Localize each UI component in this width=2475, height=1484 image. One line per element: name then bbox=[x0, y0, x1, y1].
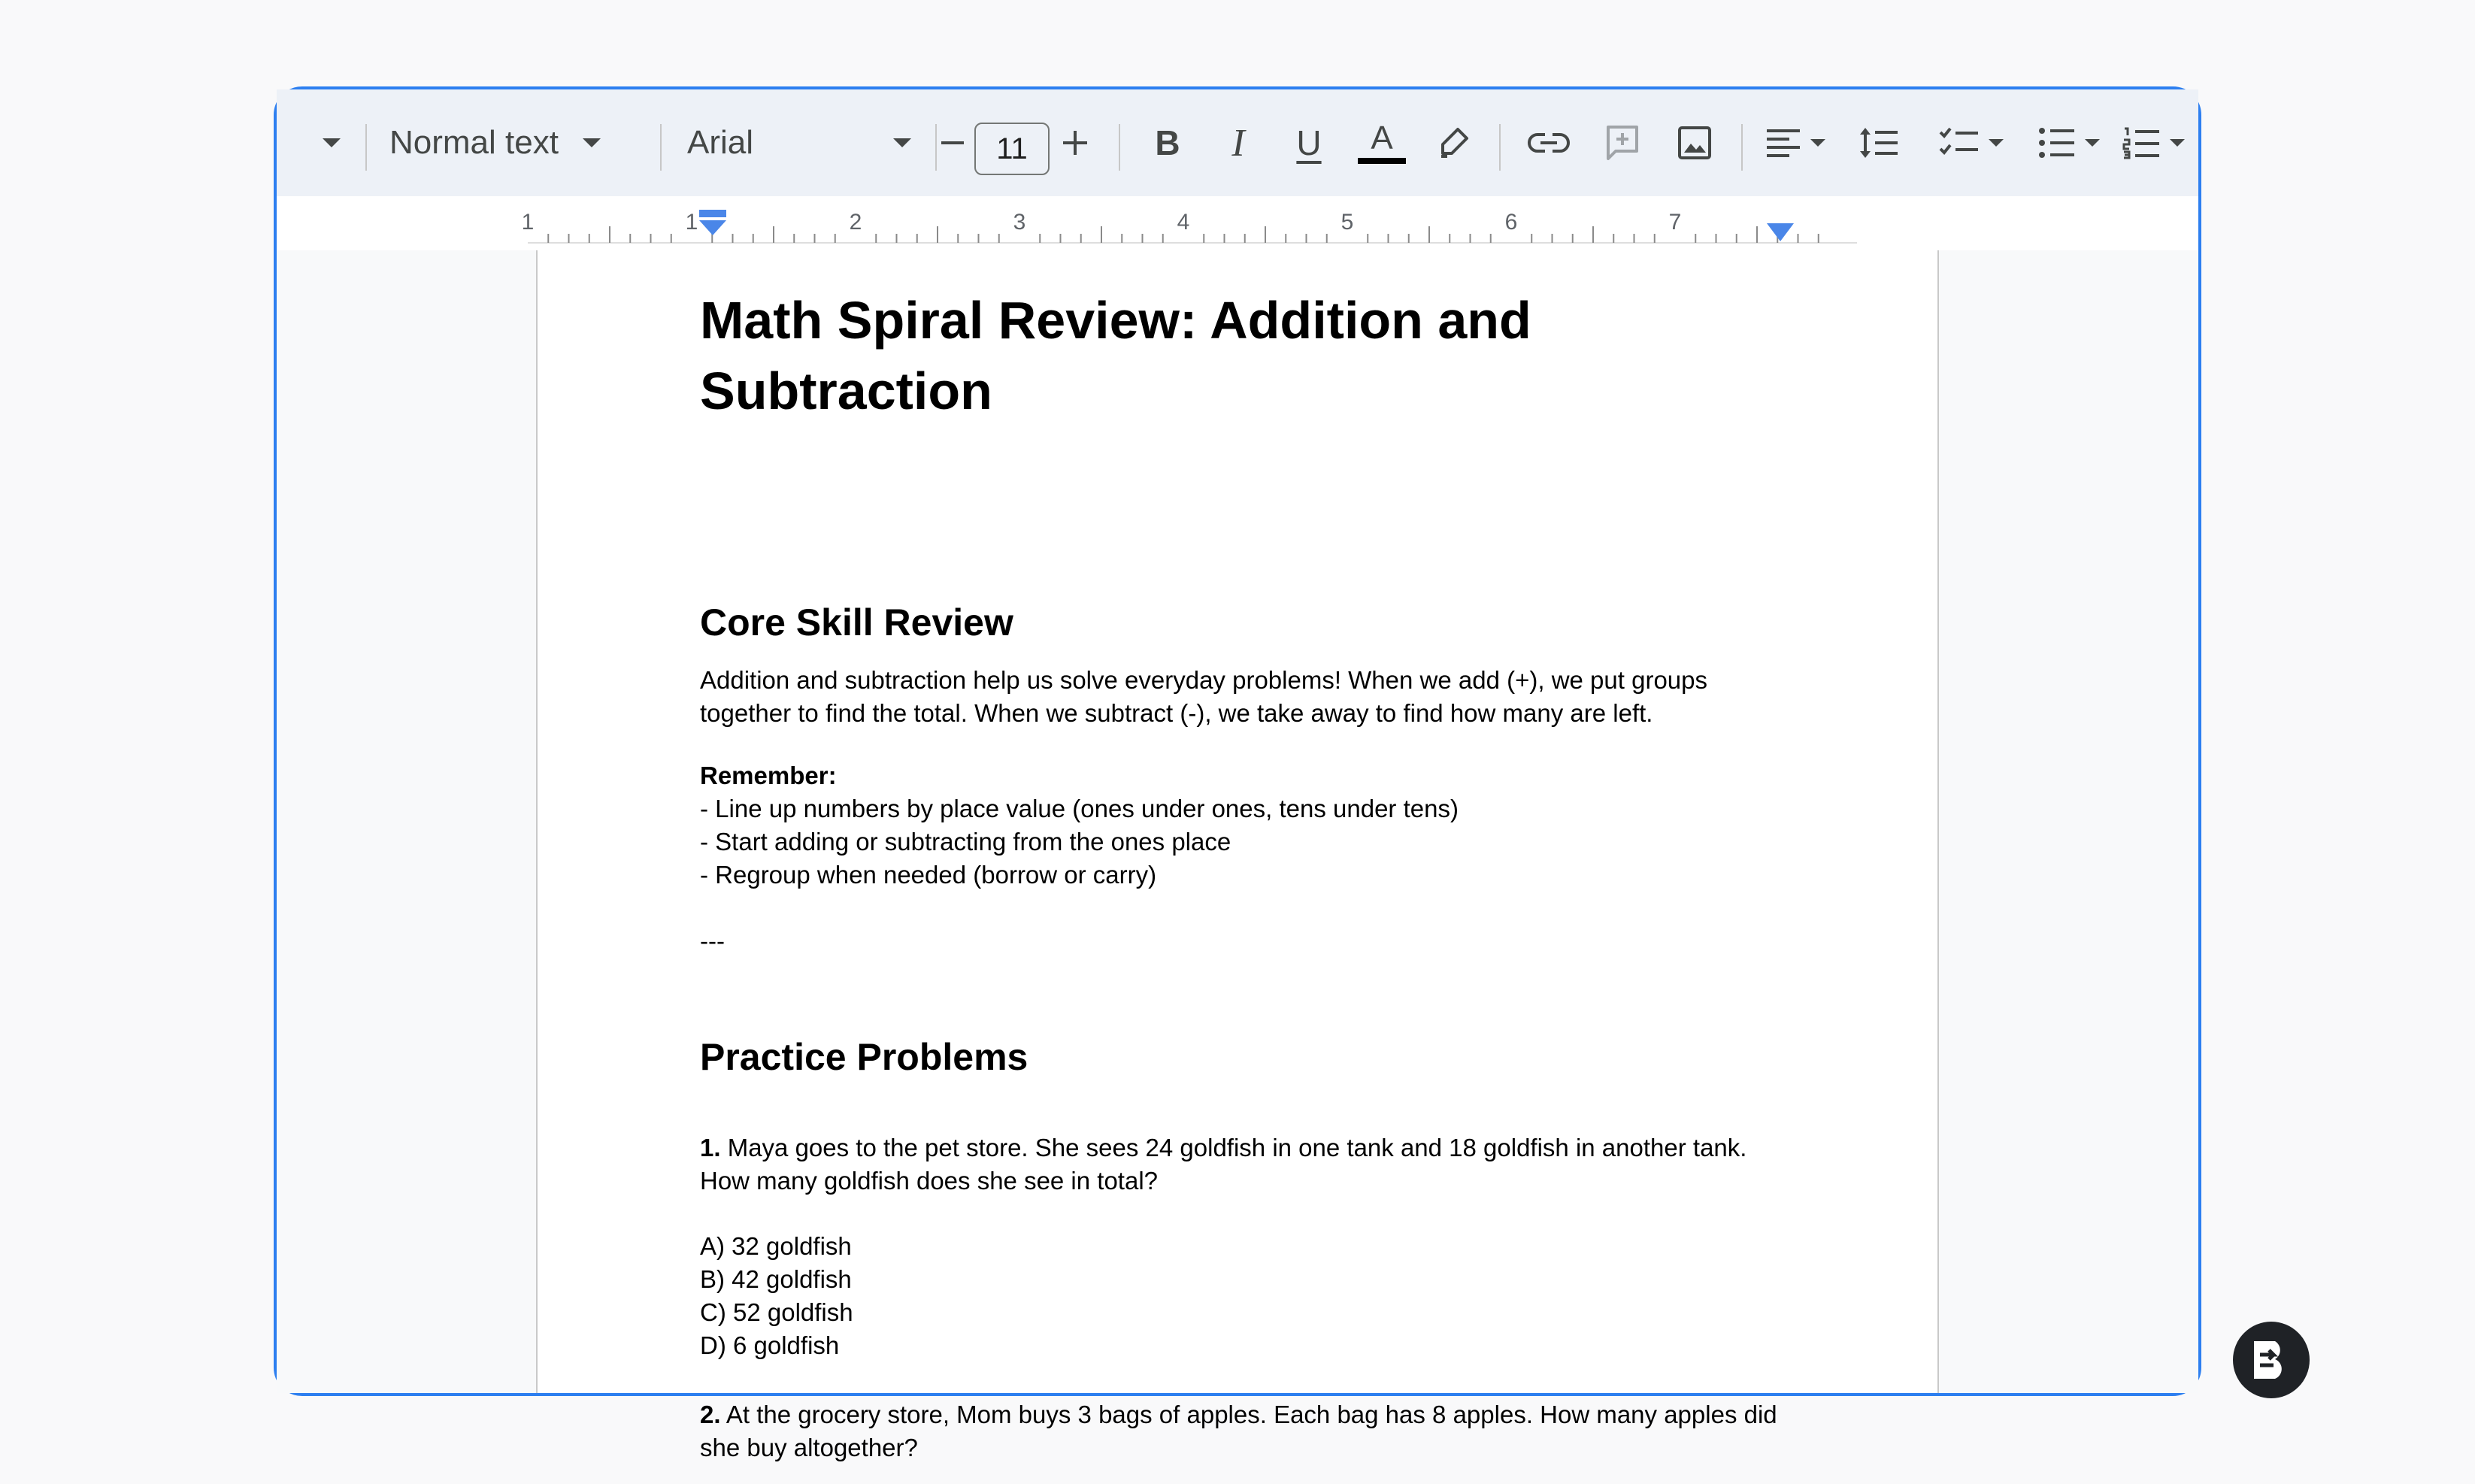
chevron-down-icon bbox=[581, 137, 602, 149]
insert-image-icon bbox=[1677, 126, 1712, 160]
checklist-icon bbox=[1939, 126, 1978, 159]
toolbar-separator bbox=[365, 124, 367, 171]
toolbar-separator bbox=[1499, 124, 1501, 171]
text-color-button[interactable] bbox=[1352, 114, 1412, 172]
highlight-color-button[interactable] bbox=[1427, 114, 1480, 172]
toolbar-separator bbox=[1119, 124, 1120, 171]
chevron-down-icon bbox=[2083, 138, 2101, 148]
italic-button[interactable] bbox=[1212, 114, 1265, 172]
intro-paragraph[interactable]: Addition and subtraction help us solve everyday problems! When we add (+), we put groups together to find the total. When we subtract (-), we take away to find how many are left. bbox=[700, 666, 1707, 727]
plus-icon bbox=[1062, 129, 1089, 156]
ruler-number: 1 bbox=[685, 210, 698, 235]
brand-logo-icon bbox=[2248, 1337, 2295, 1383]
toolbar-overflow-dropdown[interactable] bbox=[313, 114, 350, 172]
answer-option[interactable]: A) 32 goldfish bbox=[700, 1232, 852, 1260]
bulleted-list-icon bbox=[2038, 126, 2074, 159]
heading-practice-problems[interactable]: Practice Problems bbox=[700, 1036, 1028, 1078]
ruler-scale bbox=[277, 196, 2198, 250]
highlighter-icon bbox=[1437, 126, 1470, 159]
right-indent-marker[interactable] bbox=[1767, 223, 1794, 243]
checklist-dropdown[interactable] bbox=[1931, 114, 2013, 172]
ruler-number: 3 bbox=[1013, 210, 1026, 235]
docs-window bbox=[274, 86, 2201, 1461]
text-color-icon: A bbox=[1371, 120, 1393, 156]
horizontal-ruler[interactable] bbox=[277, 196, 2198, 252]
font-family-label: Arial bbox=[687, 124, 754, 161]
decrease-font-size-button[interactable] bbox=[934, 114, 971, 172]
formatting-toolbar bbox=[277, 89, 2198, 196]
numbered-list-dropdown[interactable] bbox=[2123, 114, 2201, 172]
question-1[interactable] bbox=[700, 1131, 1783, 1198]
paragraph-style-dropdown[interactable] bbox=[389, 114, 638, 172]
bold-icon: B bbox=[1155, 123, 1180, 162]
ruler-number: 7 bbox=[1668, 210, 1682, 235]
underline-icon: U bbox=[1296, 123, 1322, 162]
bold-button[interactable] bbox=[1141, 114, 1194, 172]
document-title[interactable]: Math Spiral Review: Addition and Subtraction bbox=[700, 291, 1531, 420]
question-number: 1. bbox=[700, 1134, 721, 1161]
ruler-number: 1 bbox=[521, 210, 535, 235]
insert-image-button[interactable] bbox=[1665, 114, 1725, 172]
font-family-dropdown[interactable] bbox=[687, 114, 913, 172]
section-divider[interactable]: --- bbox=[700, 927, 725, 955]
increase-font-size-button[interactable] bbox=[1053, 114, 1098, 172]
insert-link-button[interactable] bbox=[1519, 114, 1579, 172]
underline-button[interactable] bbox=[1283, 114, 1335, 172]
line-spacing-icon bbox=[1859, 126, 1898, 159]
minus-icon bbox=[940, 130, 965, 156]
brand-logo[interactable] bbox=[2233, 1322, 2310, 1398]
ruler-number: 4 bbox=[1177, 210, 1190, 235]
chevron-down-icon bbox=[892, 137, 913, 149]
chevron-down-icon bbox=[2168, 138, 2186, 148]
answer-option[interactable]: B) 42 goldfish bbox=[700, 1265, 852, 1293]
question-text: Maya goes to the pet store. She sees 24 goldfish in one tank and 18 goldfish in another tank. How many goldfish does she see in total? bbox=[700, 1134, 1747, 1195]
document-page[interactable] bbox=[536, 250, 1939, 1461]
line-spacing-button[interactable] bbox=[1848, 114, 1908, 172]
ruler-number: 5 bbox=[1340, 210, 1354, 235]
remember-bullet[interactable]: - Line up numbers by place value (ones under ones, tens under tens) bbox=[700, 795, 1459, 822]
bulleted-list-dropdown[interactable] bbox=[2028, 114, 2111, 172]
add-comment-icon bbox=[1604, 124, 1641, 162]
remember-bullet[interactable]: - Start adding or subtracting from the ones place bbox=[700, 828, 1231, 856]
align-left-icon bbox=[1767, 128, 1800, 158]
question-2[interactable] bbox=[700, 1398, 1783, 1464]
remember-label[interactable]: Remember: bbox=[700, 762, 837, 789]
left-indent-marker[interactable] bbox=[698, 210, 728, 237]
ruler-number: 6 bbox=[1504, 210, 1518, 235]
document-canvas bbox=[277, 250, 2198, 1461]
italic-icon: I bbox=[1231, 121, 1245, 165]
toolbar-separator bbox=[1741, 124, 1743, 171]
question-number: 2. bbox=[700, 1401, 721, 1428]
numbered-list-icon bbox=[2123, 126, 2159, 159]
chevron-down-icon bbox=[1809, 138, 1827, 148]
insert-comment-button[interactable] bbox=[1592, 114, 1653, 172]
ruler-number: 2 bbox=[849, 210, 862, 235]
heading-core-skill-review[interactable]: Core Skill Review bbox=[700, 601, 1013, 644]
align-dropdown[interactable] bbox=[1759, 114, 1834, 172]
text-color-swatch bbox=[1358, 158, 1406, 164]
answer-option[interactable]: C) 52 goldfish bbox=[700, 1298, 853, 1326]
question-text: At the grocery store, Mom buys 3 bags of apples. Each bag has 8 apples. How many apples did she buy altogether? bbox=[700, 1401, 1777, 1461]
font-size-input[interactable]: 11 bbox=[974, 123, 1050, 175]
chevron-down-icon bbox=[321, 137, 342, 149]
chevron-down-icon bbox=[1987, 138, 2005, 148]
paragraph-style-label: Normal text bbox=[389, 124, 559, 161]
remember-bullet[interactable]: - Regroup when needed (borrow or carry) bbox=[700, 861, 1157, 889]
answer-option[interactable]: D) 6 goldfish bbox=[700, 1331, 840, 1359]
toolbar-separator bbox=[660, 124, 662, 171]
link-icon bbox=[1528, 132, 1569, 154]
